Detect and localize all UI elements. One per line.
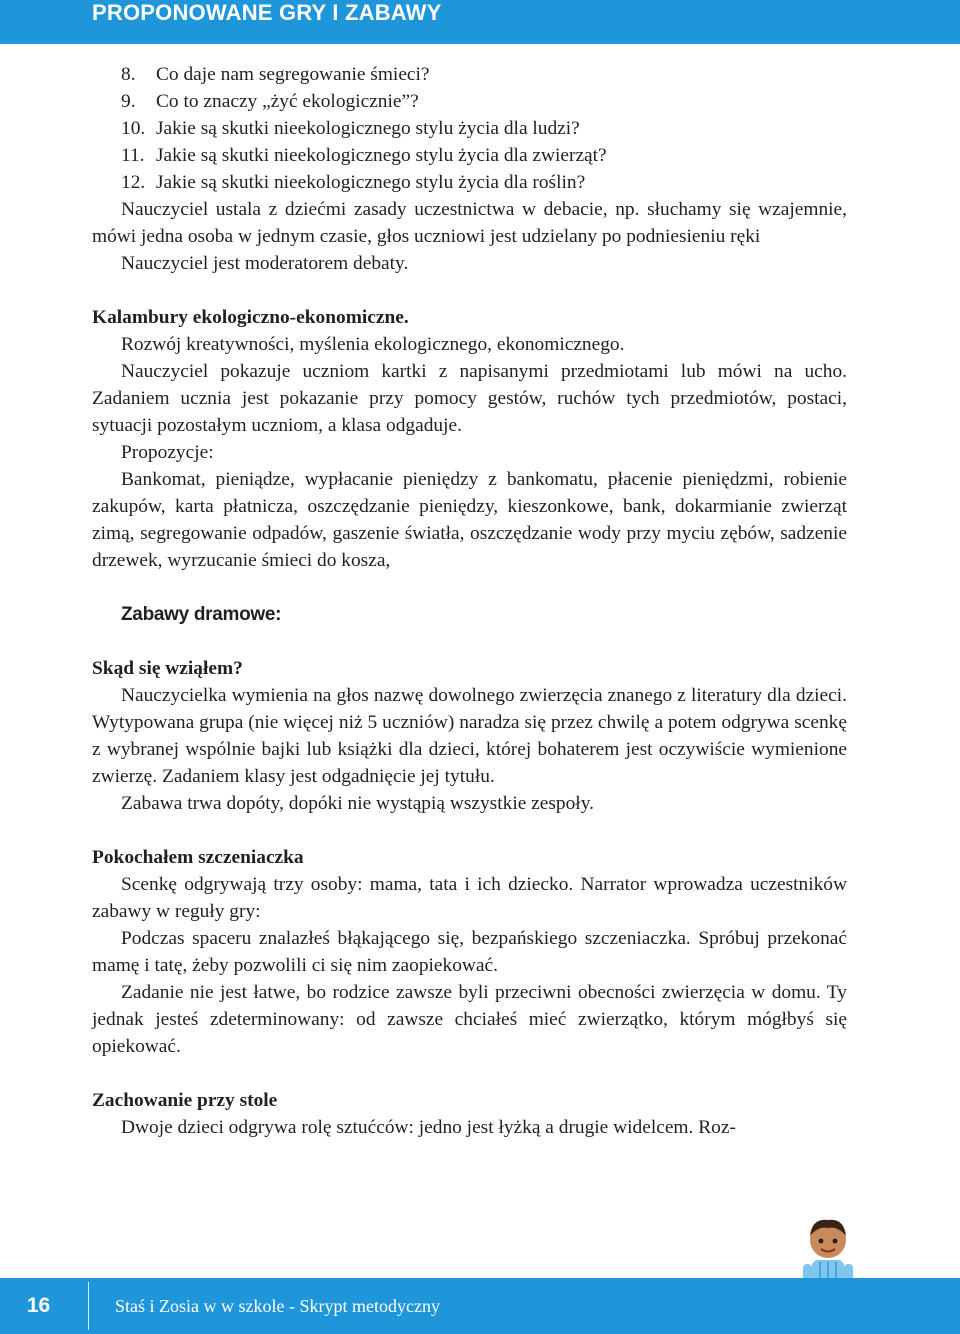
item-number: 11. xyxy=(121,145,145,166)
item-text: Co to znaczy „żyć ekologicznie”? xyxy=(156,91,419,112)
proposals-text: Bankomat, pieniądze, wypłacanie pieniędzy z bankomatu, płacenie pieniędzmi, robienie zakupów, karta płatnicza, oszczędzanie pieniędzy, kieszonkowe, bank, dokarmianie zwierząt zimą, segregowanie odpadów, gaszenie światła, oszczędzanie wody przy myciu zębów, sadzenie drzewek, wyrzucanie śmieci do kosza, xyxy=(92,469,847,571)
stol-heading: Zachowanie przy stole xyxy=(92,1090,278,1111)
item-number: 10. xyxy=(121,118,146,139)
pokochalem-heading: Pokochałem szczeniaczka xyxy=(92,847,304,868)
item-number: 12. xyxy=(121,172,146,193)
list-item xyxy=(121,115,847,142)
item-number: 9. xyxy=(121,91,136,112)
skad-paragraph-2: Zabawa trwa dopóty, dopóki nie wystąpią wszystkie zespoły. xyxy=(121,793,594,814)
pokochalem-paragraph-1: Scenkę odgrywają trzy osoby: mama, tata i ich dziecko. Narrator wprowadza uczestników zabawy w reguły gry: xyxy=(92,874,847,922)
footer-divider xyxy=(88,1282,89,1330)
kalambury-description: Nauczyciel pokazuje uczniom kartki z napisanymi przedmiotami lub mówi na ucho. Zadaniem ucznia jest pokazanie przy pomocy gestów, ruchów tych przedmiotów, postaci, sytuacji pozostałym uczniom, a klasa odgaduje. xyxy=(92,361,847,436)
item-text: Jakie są skutki nieekologicznego stylu życia dla ludzi? xyxy=(156,118,580,139)
page-number: 16 xyxy=(26,1294,51,1317)
footer-title: Staś i Zosia w w szkole - Skrypt metodyczny xyxy=(115,1296,440,1316)
page-content xyxy=(92,61,847,1141)
proposals-label: Propozycje: xyxy=(121,442,214,463)
debate-moderator: Nauczyciel jest moderatorem debaty. xyxy=(121,253,409,274)
question-list xyxy=(92,61,847,196)
list-item xyxy=(121,142,847,169)
pokochalem-paragraph-3: Zadanie nie jest łatwe, bo rodzice zawsze byli przeciwni obecności zwierzęcia w domu. Ty jednak jesteś zdeterminowany: od zawsze chciałeś mieć zwierzątko, którym mógłbyś się opiekować. xyxy=(92,982,847,1057)
page-footer xyxy=(0,1278,960,1334)
kalambury-goal: Rozwój kreatywności, myślenia ekologicznego, ekonomicznego. xyxy=(121,334,625,355)
header-title: PROPONOWANE GRY I ZABAWY xyxy=(92,0,442,25)
item-number: 8. xyxy=(121,64,136,85)
pokochalem-paragraph-2: Podczas spaceru znalazłeś błąkającego się, bezpańskiego szczeniaczka. Spróbuj przekonać mamę i tatę, żeby pozwolili ci się nim zaopiekować. xyxy=(92,928,847,976)
list-item xyxy=(121,88,847,115)
kalambury-heading: Kalambury ekologiczno-ekonomiczne. xyxy=(92,307,409,328)
list-item xyxy=(121,61,847,88)
dramowe-heading: Zabawy dramowe: xyxy=(121,604,282,625)
page-header xyxy=(0,0,960,44)
skad-heading: Skąd się wziąłem? xyxy=(92,658,243,679)
item-text: Jakie są skutki nieekologicznego stylu życia dla zwierząt? xyxy=(156,145,607,166)
list-item xyxy=(121,169,847,196)
item-text: Jakie są skutki nieekologicznego stylu życia dla roślin? xyxy=(156,172,586,193)
debate-rules: Nauczyciel ustala z dziećmi zasady uczestnictwa w debacie, np. słuchamy się wzajemnie, mówi jedna osoba w jednym czasie, głos uczniowi jest udzielany po podniesieniu ręki xyxy=(92,199,847,247)
skad-paragraph-1: Nauczycielka wymienia na głos nazwę dowolnego zwierzęcia znanego z literatury dla dzieci. Wytypowana grupa (nie więcej niż 5 uczniów) naradza się przez chwilę a potem odgrywa scenkę z wybranej wspólnie bajki lub książki dla dzieci, której bohaterem jest oczywiście wymienione zwierzę. Zadaniem klasy jest odgadnięcie jej tytułu. xyxy=(92,685,847,787)
stol-paragraph-1: Dwoje dzieci odgrywa rolę sztućców: jedno jest łyżką a drugie widelcem. Roz- xyxy=(121,1117,736,1138)
item-text: Co daje nam segregowanie śmieci? xyxy=(156,64,430,85)
